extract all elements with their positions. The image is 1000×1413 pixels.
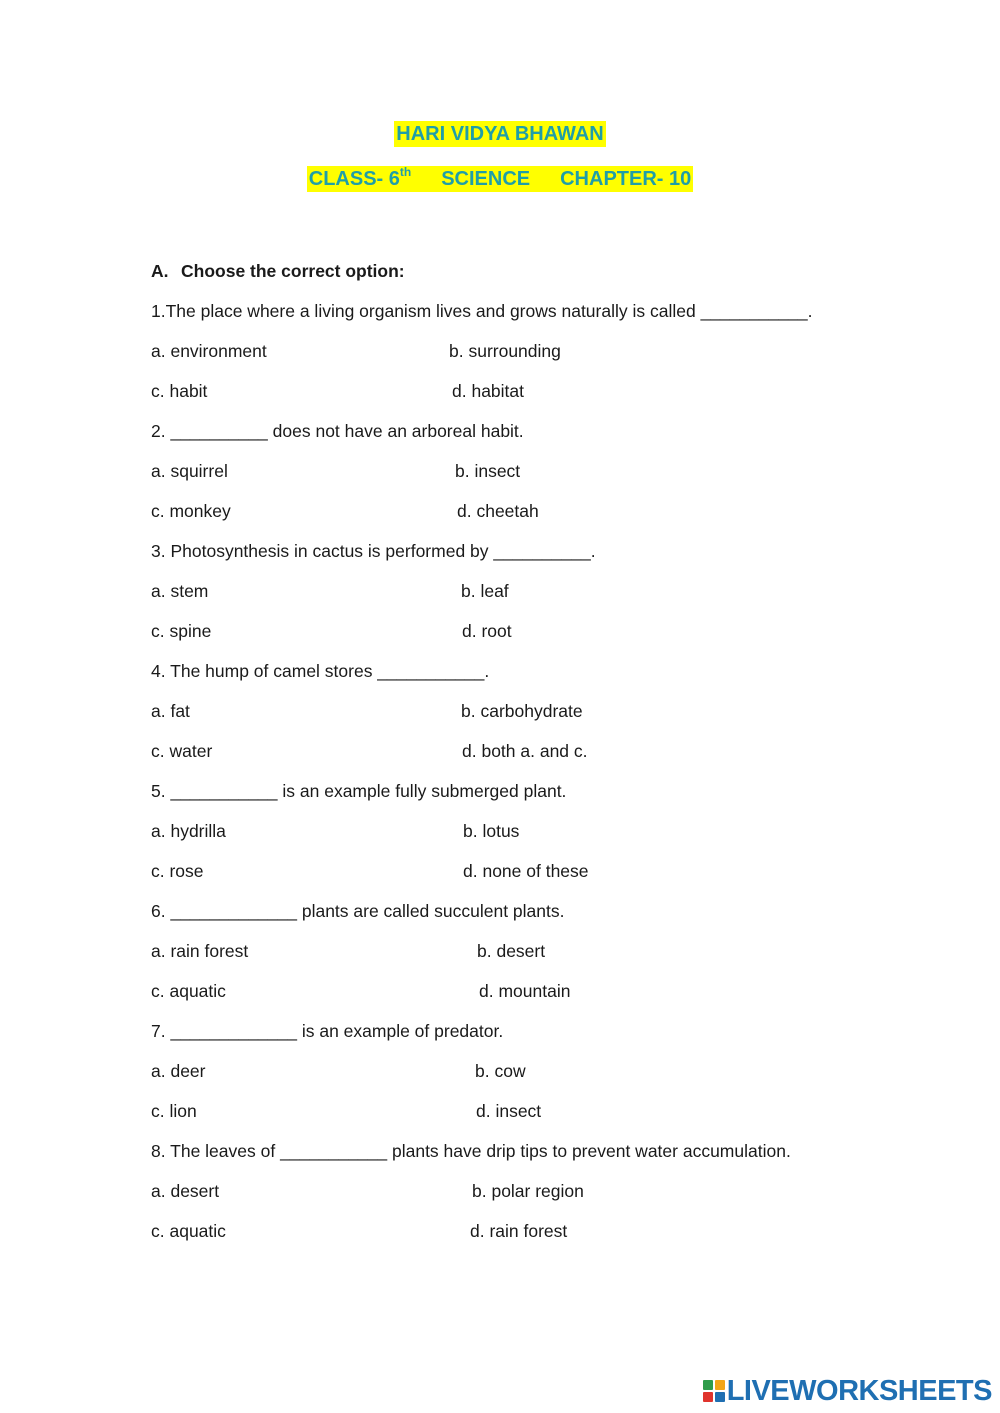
option-b: b. polar region	[472, 1181, 584, 1201]
option-d: d. insect	[476, 1101, 542, 1121]
option-c: c. monkey	[151, 501, 231, 521]
question-text: 8. The leaves of ___________ plants have drip tips to prevent water accumulation.	[151, 1141, 791, 1161]
subject-label: SCIENCE	[441, 168, 531, 190]
class-subject-chapter-row	[0, 166, 1000, 192]
option-c: c. habit	[151, 381, 208, 401]
option-a: a. deer	[151, 1061, 206, 1081]
option-c: c. rose	[151, 861, 204, 881]
option-b: b. carbohydrate	[461, 701, 583, 721]
option-d: d. rain forest	[470, 1221, 568, 1241]
chapter-label: CHAPTER- 10	[560, 168, 692, 190]
option-b: b. insect	[455, 461, 521, 481]
option-b: b. surrounding	[449, 341, 561, 361]
logo-square	[715, 1380, 725, 1390]
question-text: 1.The place where a living organism lives and grows naturally is called ___________.	[151, 301, 813, 321]
question-text: 4. The hump of camel stores ___________.	[151, 661, 490, 681]
option-a: a. rain forest	[151, 941, 249, 961]
option-c: c. aquatic	[151, 981, 226, 1001]
logo-square	[715, 1392, 725, 1402]
option-d: d. habitat	[452, 381, 524, 401]
option-d: d. cheetah	[457, 501, 539, 521]
option-b: b. leaf	[461, 581, 509, 601]
section-title: Choose the correct option:	[181, 261, 405, 281]
question-text: 2. __________ does not have an arboreal habit.	[151, 421, 524, 441]
option-d: d. root	[462, 621, 512, 641]
question-text: 6. _____________ plants are called succulent plants.	[151, 901, 565, 921]
option-a: a. desert	[151, 1181, 220, 1201]
section-letter: A.	[151, 261, 169, 281]
class-superscript: th	[399, 165, 412, 180]
class-subject-chapter	[307, 166, 694, 192]
option-a: a. stem	[151, 581, 209, 601]
option-a: a. environment	[151, 341, 267, 361]
option-d: d. none of these	[463, 861, 589, 881]
logo-text: LIVEWORKSHEETS	[726, 1375, 992, 1407]
logo-mark-icon	[703, 1380, 725, 1402]
option-a: a. squirrel	[151, 461, 228, 481]
logo-square	[703, 1380, 713, 1390]
option-a: a. hydrilla	[151, 821, 226, 841]
option-d: d. mountain	[479, 981, 571, 1001]
option-b: b. desert	[477, 941, 546, 961]
section-heading	[151, 259, 405, 283]
option-b: b. cow	[475, 1061, 526, 1081]
class-label: CLASS- 6	[308, 168, 400, 190]
question-text: 7. _____________ is an example of predator.	[151, 1021, 504, 1041]
option-d: d. both a. and c.	[462, 741, 588, 761]
school-name-row	[0, 121, 1000, 147]
option-a: a. fat	[151, 701, 190, 721]
logo-square	[703, 1392, 713, 1402]
option-c: c. water	[151, 741, 213, 761]
question-text: 5. ___________ is an example fully submerged plant.	[151, 781, 567, 801]
school-name: HARI VIDYA BHAWAN	[396, 123, 604, 145]
option-b: b. lotus	[463, 821, 520, 841]
option-c: c. aquatic	[151, 1221, 226, 1241]
option-c: c. spine	[151, 621, 212, 641]
liveworksheets-logo	[703, 1376, 992, 1406]
option-c: c. lion	[151, 1101, 197, 1121]
question-text: 3. Photosynthesis in cactus is performed by __________.	[151, 541, 596, 561]
